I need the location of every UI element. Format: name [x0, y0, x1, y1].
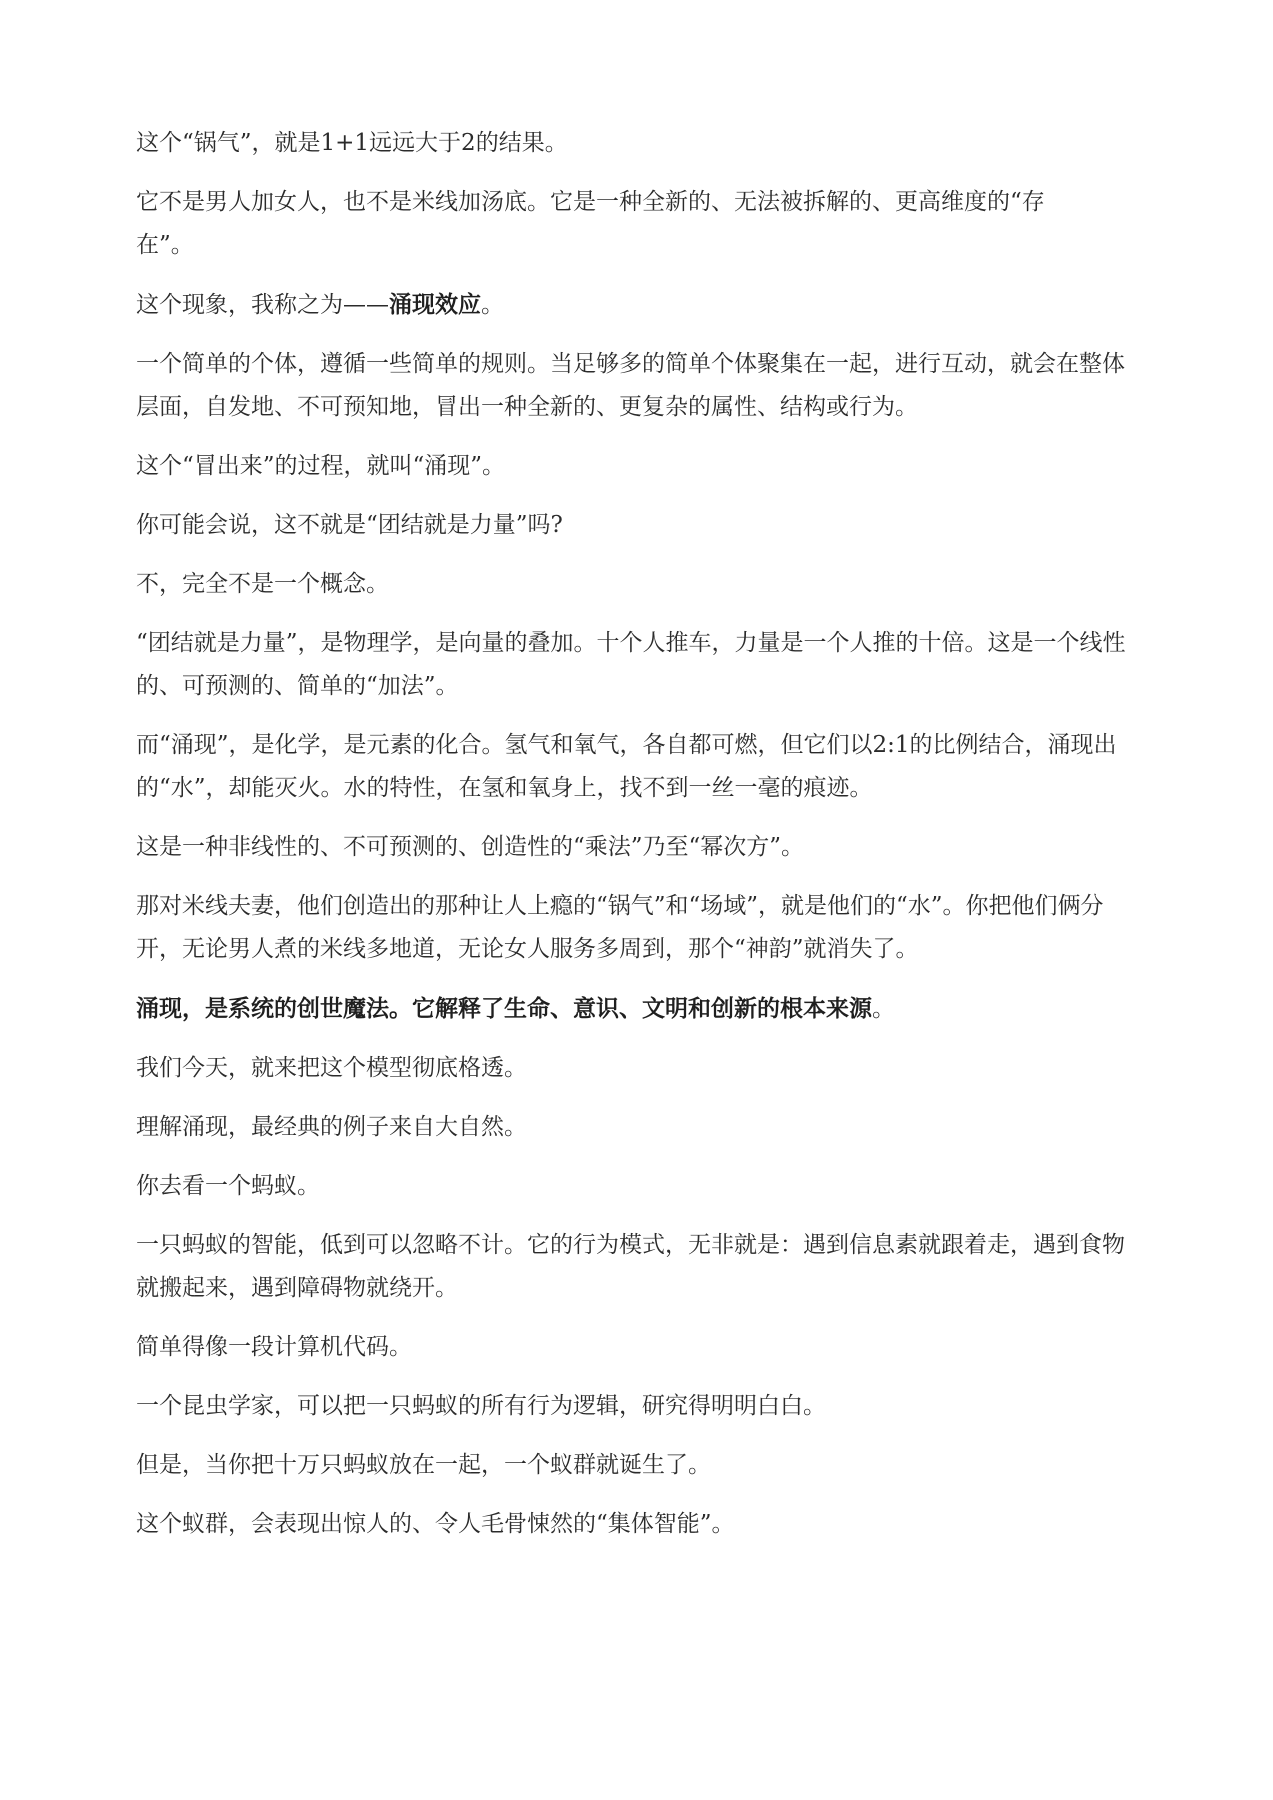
paragraph: 一只蚂蚁的智能，低到可以忽略不计。它的行为模式，无非就是：遇到信息素就跟着走，遇到食物就搬起来，遇到障碍物就绕开。 — [136, 1232, 1125, 1301]
paragraph: 它不是男人加女人，也不是米线加汤底。它是一种全新的、无法被拆解的、更高维度的“存在”。 — [136, 189, 1045, 258]
paragraph: 而“涌现”，是化学，是元素的化合。氢气和氧气，各自都可燃，但它们以2:1的比例结合，涌现出的“水”，却能灭火。水的特性，在氢和氧身上，找不到一丝一毫的痕迹。 — [136, 732, 1117, 801]
paragraph-text: 。 — [872, 996, 895, 1022]
paragraph-text: 。 — [481, 292, 504, 318]
paragraph: 你可能会说，这不就是“团结就是力量”吗? — [136, 512, 563, 538]
paragraph: 不，完全不是一个概念。 — [136, 571, 389, 597]
paragraph: 但是，当你把十万只蚂蚁放在一起，一个蚁群就诞生了。 — [136, 1452, 711, 1478]
paragraph: 我们今天，就来把这个模型彻底格透。 — [136, 1055, 527, 1081]
article-body — [136, 122, 1146, 1562]
paragraph: 简单得像一段计算机代码。 — [136, 1334, 412, 1360]
paragraph: “团结就是力量”，是物理学，是向量的叠加。十个人推车，力量是一个人推的十倍。这是一个线性的、可预测的、简单的“加法”。 — [136, 630, 1126, 699]
paragraph: 那对米线夫妻，他们创造出的那种让人上瘾的“锅气”和“场域”，就是他们的“水”。你把他们俩分开，无论男人煮的米线多地道，无论女人服务多周到，那个“神韵”就消失了。 — [136, 893, 1104, 962]
bold-statement: 涌现，是系统的创世魔法。它解释了生命、意识、文明和创新的根本来源 — [136, 995, 872, 1022]
paragraph: 一个简单的个体，遵循一些简单的规则。当足够多的简单个体聚集在一起，进行互动，就会在整体层面，自发地、不可预知地，冒出一种全新的、更复杂的属性、结构或行为。 — [136, 351, 1125, 420]
paragraph: 一个昆虫学家，可以把一只蚂蚁的所有行为逻辑，研究得明明白白。 — [136, 1393, 826, 1419]
bold-term: 涌现效应 — [389, 291, 481, 318]
paragraph: 这个蚁群，会表现出惊人的、令人毛骨悚然的“集体智能”。 — [136, 1511, 735, 1537]
paragraph-text: 这个现象，我称之为—— — [136, 292, 389, 318]
paragraph: 理解涌现，最经典的例子来自大自然。 — [136, 1114, 527, 1140]
paragraph: 你去看一个蚂蚁。 — [136, 1173, 320, 1199]
paragraph — [136, 283, 1146, 327]
paragraph: 这个“冒出来”的过程，就叫“涌现”。 — [136, 453, 506, 479]
paragraph: 这个“锅气”，就是1+1远远大于2的结果。 — [136, 130, 568, 156]
paragraph: 这是一种非线性的、不可预测的、创造性的“乘法”乃至“幂次方”。 — [136, 834, 805, 860]
paragraph — [136, 987, 1146, 1031]
